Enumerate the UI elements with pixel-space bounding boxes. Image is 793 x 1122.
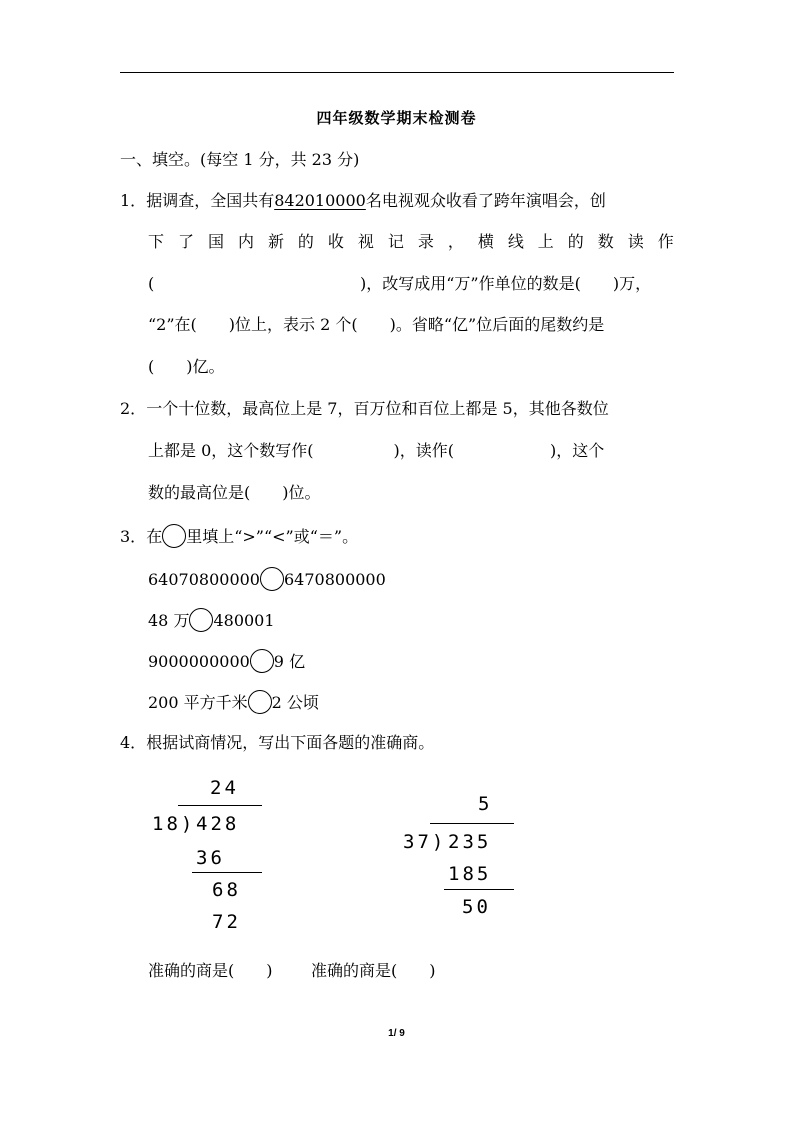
q1-line2-char: 内 — [237, 232, 254, 251]
div2-quotient: 5 — [478, 793, 493, 815]
page-number: 1/ 9 — [388, 1028, 405, 1039]
q3-item-1 — [148, 570, 386, 591]
q1-line2-char: 数 — [597, 232, 614, 251]
div2-dividend: 235 — [448, 831, 492, 853]
q1-line2-char: 视 — [357, 232, 374, 251]
q2-line2: 上都是 0，这个数写作( )，读作( )，这个 — [148, 441, 605, 460]
q1-line2-char: 新 — [267, 232, 284, 251]
q1-line4: “2”在( )位上，表示 2 个( )。省略“亿”位后面的尾数约是 — [148, 315, 605, 334]
q3-item-right: 6470800000 — [283, 570, 386, 589]
q1-line1-a: 据调查，全国共有 — [146, 191, 275, 210]
q1-line5: ( )亿。 — [148, 357, 225, 376]
div2-rem1: 50 — [462, 896, 491, 918]
q1-line2 — [148, 232, 674, 252]
q1-number: 1． — [120, 191, 147, 210]
div1-mid-bar — [192, 872, 262, 873]
q1-line2-char: 国 — [207, 232, 224, 251]
q3-item-4 — [148, 693, 319, 714]
q3-item-right: 9 亿 — [273, 652, 306, 671]
q1-line3-open: ( — [148, 274, 155, 293]
q1-line2-char: 读 — [627, 232, 644, 251]
section-heading: 一、填空。(每空 1 分，共 23 分) — [120, 150, 360, 169]
q1-line1 — [120, 191, 606, 211]
div1-quotient: 24 — [210, 777, 239, 799]
div1-divisor: 18) — [152, 813, 196, 835]
q1-line2-char: 录 — [417, 232, 434, 251]
div2-divisor: 37) — [403, 831, 447, 853]
div2-top-bar — [430, 823, 514, 824]
q1-line2-char: 的 — [567, 232, 584, 251]
q4-instruction — [120, 733, 434, 753]
q1-line2-char: 横 — [477, 232, 494, 251]
q1-line2-char: 下 — [148, 232, 165, 251]
q3-item-right: 2 公顷 — [271, 693, 319, 712]
q3-instruction — [120, 527, 358, 548]
q4-answer-1: 准确的商是( ) — [148, 961, 273, 980]
q2-line1-text: 一个十位数，最高位上是 7，百万位和百位上都是 5，其他各数位 — [146, 399, 609, 418]
div1-sub2: 72 — [212, 911, 241, 933]
div1-sub1: 36 — [196, 847, 225, 869]
q3-item-left: 200 平方千米 — [148, 693, 248, 712]
q3-item-3 — [148, 652, 305, 673]
q3-number: 3． — [120, 527, 147, 546]
q1-line2-char: 的 — [297, 232, 314, 251]
q3-item-right: 480001 — [213, 611, 275, 630]
q3-item-2 — [148, 611, 275, 632]
q1-line3-rest: )，改写成用“万”作单位的数是( )万， — [360, 274, 652, 293]
q3-item-left: 48 万 — [148, 611, 190, 630]
q3-item-left: 9000000000 — [148, 652, 250, 671]
q1-viewer-count: 842010000 — [274, 191, 366, 210]
answer-circle[interactable] — [248, 690, 272, 714]
q1-line2-char: 了 — [177, 232, 194, 251]
q2-number: 2． — [120, 399, 147, 418]
div1-dividend: 428 — [196, 813, 240, 835]
q1-line1-b: 名电视观众收看了跨年演唱会，创 — [365, 191, 606, 210]
page-title: 四年级数学期末检测卷 — [316, 109, 477, 127]
div1-rem1: 68 — [212, 879, 241, 901]
answer-circle[interactable] — [250, 649, 274, 673]
q1-line2-char: 记 — [387, 232, 404, 251]
q1-line2-char: 作 — [657, 232, 674, 251]
q2-line1 — [120, 399, 609, 419]
q4-answer-2: 准确的商是( ) — [311, 961, 436, 980]
q3-instr-b: 里填上“>”“<”或“＝”。 — [186, 527, 359, 546]
q1-line2-char: 上 — [537, 232, 554, 251]
q1-line2-char: 收 — [327, 232, 344, 251]
q3-instr-a: 在 — [146, 527, 163, 546]
answer-circle[interactable] — [189, 608, 213, 632]
q2-line3: 数的最高位是( )位。 — [148, 483, 321, 502]
q3-item-left: 64070800000 — [148, 570, 260, 589]
q1-line2-char: 线 — [507, 232, 524, 251]
div1-top-bar — [178, 805, 262, 806]
div2-sub1: 185 — [448, 863, 492, 885]
top-rule — [120, 72, 674, 73]
q4-instr-text: 根据试商情况，写出下面各题的准确商。 — [146, 733, 435, 752]
answer-circle[interactable] — [260, 567, 284, 591]
div2-mid-bar — [444, 889, 514, 890]
q1-line2-char: ， — [447, 232, 464, 251]
q4-number: 4． — [120, 733, 147, 752]
compare-circle-icon — [162, 524, 186, 548]
